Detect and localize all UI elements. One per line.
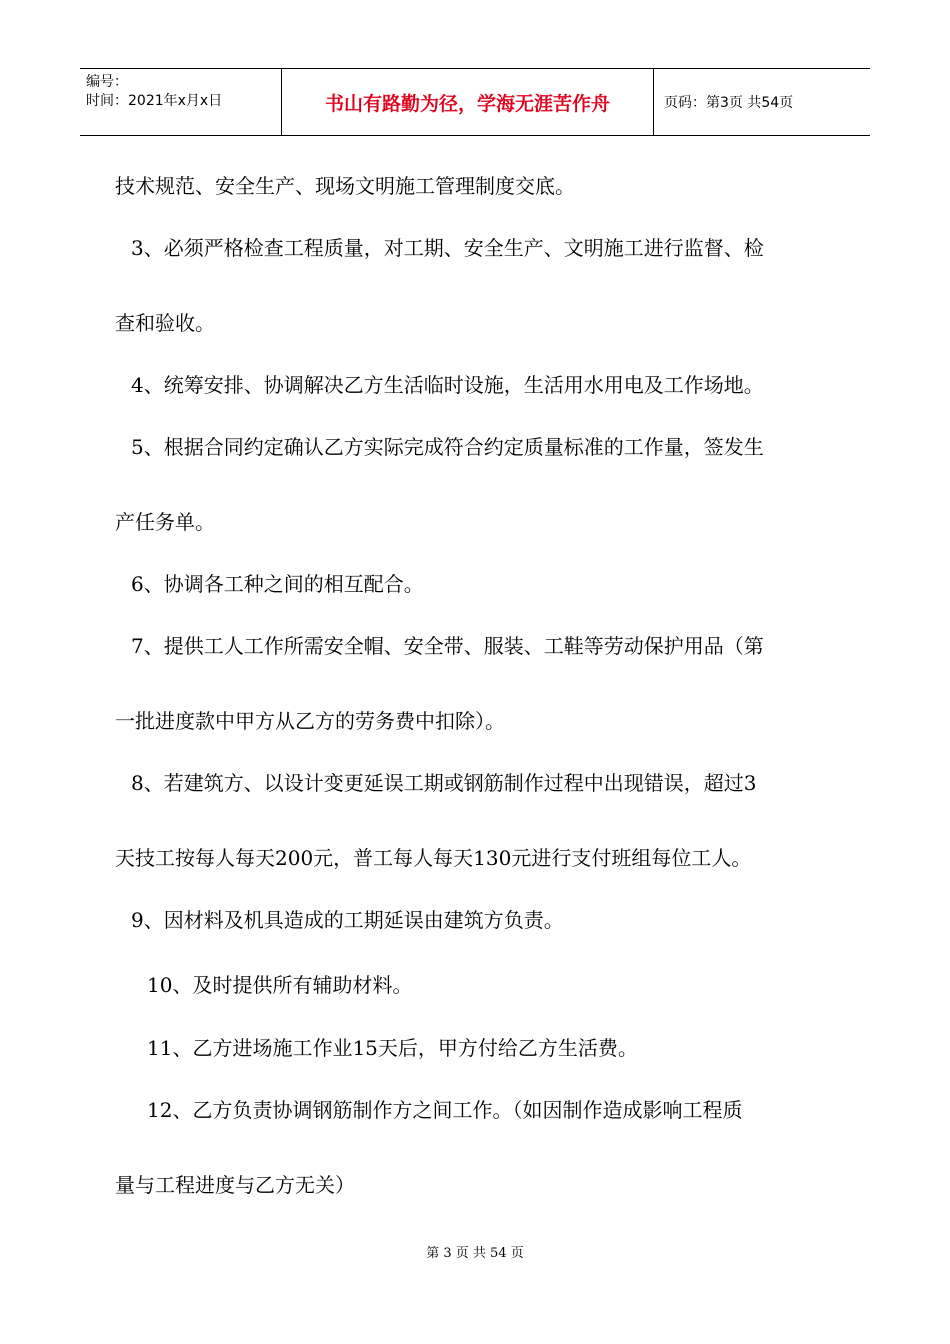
body-line: 5、根据合同约定确认乙方实际完成符合约定质量标准的工作量，签发生 [131,435,764,459]
header-page-info: 页码：第3页 共54页 [664,95,794,111]
body-line: 12、乙方负责协调钢筋制作方之间工作。（如因制作造成影响工程质 [147,1098,743,1122]
body-line: 3、必须严格检查工程质量，对工期、安全生产、文明施工进行监督、检 [131,236,764,260]
page-footer: 第 3 页 共 54 页 [426,1246,524,1261]
header-meta [80,69,282,135]
body-line: 技术规范、安全生产、现场文明施工管理制度交底。 [115,174,575,198]
body-line: 8、若建筑方、以设计变更延误工期或钢筋制作过程中出现错误，超过3 [131,771,757,795]
body-line: 天技工按每人每天200元，普工每人每天130元进行支付班组每位工人。 [115,846,752,870]
body-line: 4、统筹安排、协调解决乙方生活临时设施，生活用水用电及工作场地。 [131,373,764,397]
body-line: 11、乙方进场施工作业15天后，甲方付给乙方生活费。 [147,1036,638,1060]
header-motto: 书山有路勤为径，学海无涯苦作舟 [282,69,654,135]
body-line: 10、及时提供所有辅助材料。 [147,973,413,997]
body-line: 7、提供工人工作所需安全帽、安全带、服装、工鞋等劳动保护用品（第 [131,634,764,658]
document-date: 时间：2021年x月x日 [86,93,223,109]
document-number: 编号： [86,74,128,90]
page-header [80,68,870,136]
body-line: 量与工程进度与乙方无关） [115,1173,355,1197]
body-line: 9、因材料及机具造成的工期延误由建筑方负责。 [131,908,564,932]
body-line: 产任务单。 [115,510,215,534]
body-line: 一批进度款中甲方从乙方的劳务费中扣除）。 [115,709,505,733]
body-line: 查和验收。 [115,311,215,335]
body-line: 6、协调各工种之间的相互配合。 [131,572,424,596]
